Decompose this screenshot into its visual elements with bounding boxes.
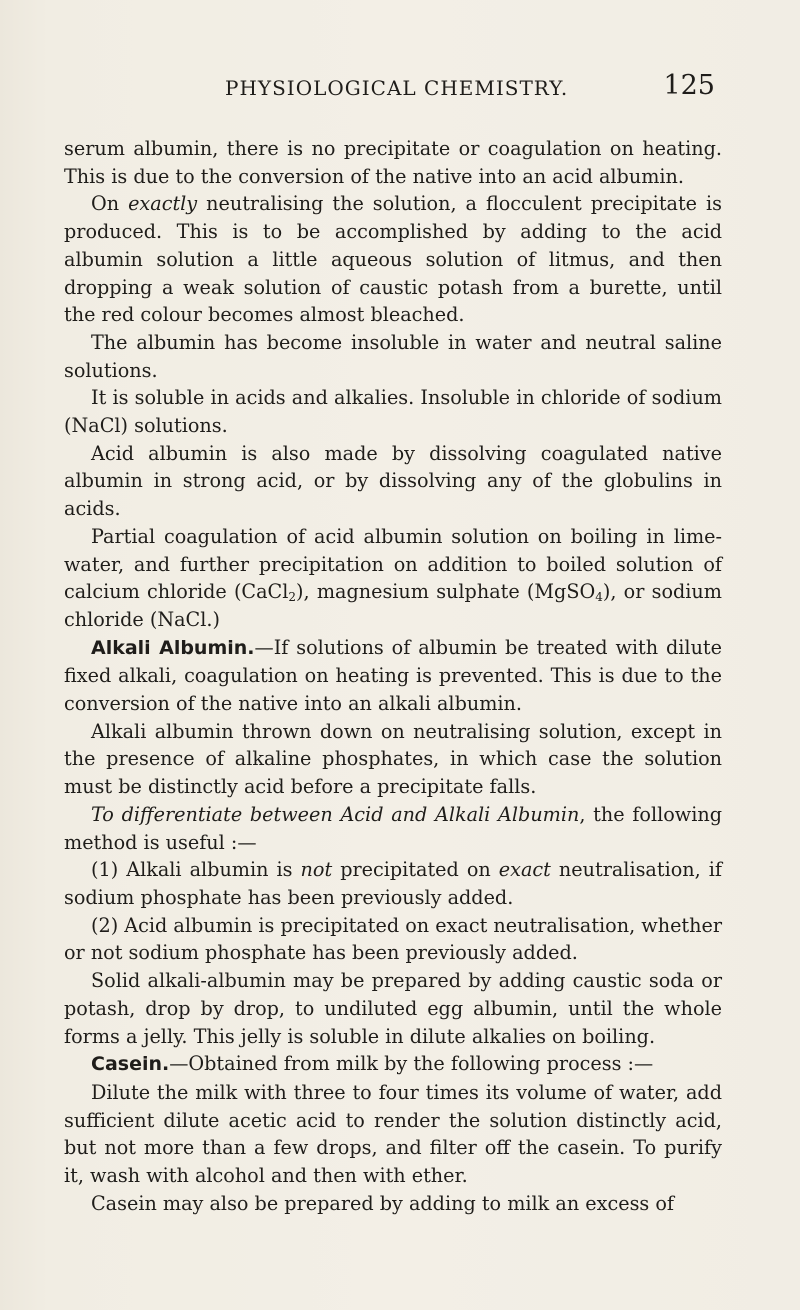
paragraph: On exactly neutralising the solution, a flocculent precipitate is produced. This is to be accomplished by adding to the acid albumin solution a little aqueous solution of litmus, and then dropping a weak solution of caustic potash from a burette, until the red colour becomes almost bleached.: [64, 192, 722, 327]
section-heading-alkali-albumin: Alkali Albumin.: [91, 636, 255, 659]
paragraph: Alkali Albumin.—If solutions of albumin be treated with dilute fixed alkali, coagulation on heating is prevented. This is due to the conversion of the native into an alkali albumin.: [64, 635, 722, 716]
paragraph: Casein.—Obtained from milk by the following process :—: [91, 1052, 654, 1076]
paragraph: Solid alkali-albumin may be prepared by adding caustic soda or potash, drop by drop, to undiluted egg albumin, until the whole forms a jelly. This jelly is soluble in dilute alkalies on boiling.: [64, 969, 722, 1048]
list-item: (2) Acid albumin is precipitated on exact neutralisation, whether or not sodium phosphate has been previously added.: [64, 913, 723, 965]
page-header: [225, 70, 715, 106]
list-item: (1) Alkali albumin is not precipitated on exact neutralisation, if sodium phosphate has been previously added.: [64, 858, 722, 909]
page-number: 125: [663, 70, 715, 101]
paragraph: To differentiate between Acid and Alkali Albumin, the following method is useful :—: [64, 802, 722, 854]
paragraph: Casein may also be prepared by adding to milk an excess of: [91, 1191, 675, 1215]
body-text: [64, 135, 722, 1217]
section-heading-casein: Casein.: [91, 1053, 170, 1076]
paragraph: Alkali albumin thrown down on neutralising solution, except in the presence of alkaline phosphates, in which case the solution must be distinctly acid before a precipitate falls.: [64, 719, 722, 799]
paragraph: The albumin has become insoluble in water and neutral saline solutions.: [64, 330, 722, 382]
paragraph: serum albumin, there is no precipitate or coagulation on heating. This is due to the conversion of the native into an acid albumin.: [64, 137, 722, 188]
paragraph: It is soluble in acids and alkalies. Insoluble in chloride of sodium (NaCl) solutions.: [64, 386, 722, 438]
paragraph: Dilute the milk with three to four times its volume of water, add sufficient dilute acetic acid to render the solution distinctly acid, but not more than a few drops, and filter off the casein. To purify it, wash with alcohol and then with ether.: [64, 1080, 722, 1188]
running-title: PHYSIOLOGICAL CHEMISTRY.: [225, 76, 569, 100]
paragraph: Acid albumin is also made by dissolving coagulated native albumin in strong acid, or by dissolving any of the globulins in acids.: [64, 441, 722, 521]
paragraph: Partial coagulation of acid albumin solution on boiling in lime-water, and further precipitation on addition to boiled solution of calcium chloride (CaCl$_2$), magnesium sulphate (MgSO$_4$), or sodium chloride (NaCl.): [64, 524, 722, 631]
